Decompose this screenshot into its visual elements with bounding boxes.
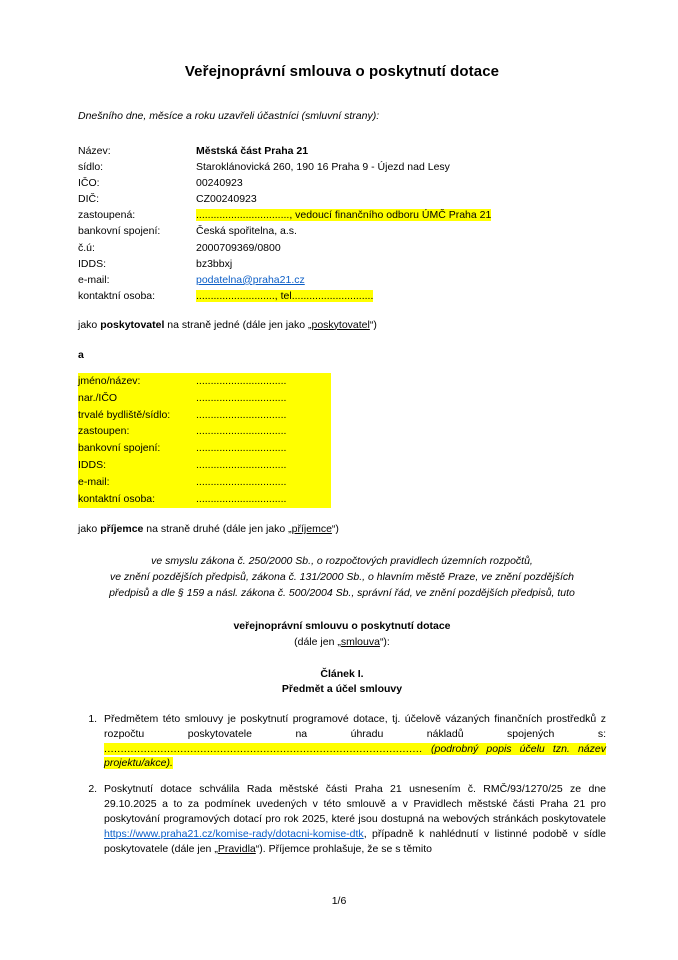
table-row — [78, 373, 331, 390]
row-value: ............................... — [196, 390, 331, 407]
row-label: bankovní spojení: — [78, 225, 161, 238]
article-number: Článek I. — [320, 668, 364, 681]
subheading-term: smlouva — [340, 635, 380, 648]
table-row — [78, 240, 606, 256]
intro-line: Dnešního dne, měsíce a roku uzavřeli účastníci (smluvní strany): — [78, 109, 380, 122]
table-row — [78, 159, 606, 175]
email-link[interactable]: podatelna@praha21.cz — [196, 273, 305, 286]
rules-link[interactable]: https://www.praha21.cz/komise-rady/dotacni-komise-dtk — [104, 828, 364, 841]
note-middle: na straně jedné (dále jen jako „ — [164, 318, 312, 331]
subheading-post: “): — [379, 635, 390, 648]
row-label: č.ú: — [78, 241, 95, 254]
legal-basis-block — [78, 553, 606, 602]
row-label: IDDS: — [78, 457, 196, 474]
row-label: IDDS: — [78, 257, 107, 270]
row-label: zastoupen: — [78, 423, 196, 440]
page-title: Veřejnoprávní smlouva o poskytnutí dotace — [184, 63, 500, 80]
note-suffix: “) — [369, 318, 377, 331]
provider-details-table — [78, 143, 606, 304]
contract-heading: veřejnoprávní smlouvu o poskytnutí dotace — [233, 620, 451, 633]
row-value: ............................... — [196, 407, 331, 424]
row-value: ............................... — [196, 457, 331, 474]
row-value: ............................... — [196, 373, 331, 390]
row-label: IČO: — [78, 177, 100, 190]
table-row — [78, 423, 331, 440]
table-row — [78, 407, 331, 424]
contract-subheading — [78, 635, 606, 649]
row-label: bankovní spojení: — [78, 440, 196, 457]
table-row — [78, 474, 331, 491]
row-value-highlighted — [196, 207, 606, 223]
row-label: sídlo: — [78, 161, 104, 174]
row-value: Městská část Praha 21 — [196, 145, 309, 158]
table-row — [78, 223, 606, 239]
row-value: Staroklánovická 260, 190 16 Praha 9 - Újezd nad Lesy — [196, 161, 450, 174]
row-label: e-mail: — [78, 273, 110, 286]
row-label: DIČ: — [78, 193, 99, 206]
note-middle: na straně druhé (dále jen jako „ — [143, 523, 292, 536]
row-value-email — [196, 272, 606, 288]
row-label: kontaktní osoba: — [78, 491, 196, 508]
note-role-short: příjemce — [291, 523, 332, 536]
legal-basis-line: předpisů a dle § 159 a násl. zákona č. 500/2004 Sb., správní řád, ve znění pozdějších předpisů, tuto — [109, 587, 575, 600]
note-prefix: jako — [78, 523, 101, 536]
item-text: “). Příjemce prohlašuje, že se s těmito — [255, 842, 432, 855]
row-value: Česká spořitelna, a.s. — [196, 225, 297, 238]
row-label: nar./IČO — [78, 390, 196, 407]
row-label: zastoupená: — [78, 209, 136, 222]
highlighted-blank: ................................, vedoucí finančního odboru ÚMČ Praha 21 — [196, 209, 492, 222]
conjunction: a — [78, 349, 84, 362]
item-text: Poskytnutí dotace schválila Rada městské části Praha 21 usnesením č. RMČ/93/1270/25 ze dne 29.10.2025 a to za podmínek uvedených v této smlouvě a v Pravidlech městské části Praha 21 pro poskytování programových dotací pro rok 2025, které jsou dostupná na webových stránkách poskytovatele — [104, 783, 606, 826]
row-value: ............................... — [196, 423, 331, 440]
highlighted-blank: ..........................., tel............................ — [196, 289, 374, 302]
row-label: jméno/název: — [78, 373, 196, 390]
row-label: e-mail: — [78, 474, 196, 491]
provider-role-note — [78, 318, 606, 332]
article-title: Předmět a účel smlouvy — [281, 683, 403, 696]
list-item — [100, 712, 606, 772]
item-highlighted-blank: ................................................................................................ — [104, 742, 431, 755]
legal-basis-line: ve smyslu zákona č. 250/2000 Sb., o rozpočtových pravidlech územních rozpočtů, — [151, 554, 533, 567]
table-row — [78, 440, 331, 457]
table-row — [78, 175, 606, 191]
row-value: ............................... — [196, 491, 331, 508]
table-row — [78, 207, 606, 223]
item-term: Pravidla — [217, 842, 256, 855]
note-role: příjemce — [100, 523, 144, 536]
subheading-pre: (dále jen „ — [294, 635, 341, 648]
table-row — [78, 457, 331, 474]
row-value: ............................... — [196, 474, 331, 491]
row-label: kontaktní osoba: — [78, 289, 156, 302]
article-heading — [78, 667, 606, 697]
note-prefix: jako — [78, 318, 101, 331]
table-row — [78, 256, 606, 272]
note-suffix: “) — [331, 523, 339, 536]
article-items-list — [78, 712, 606, 857]
item-text: , případně k nahlédnutí v listinné podobě v sídle poskytovatele (dále jen „ — [104, 828, 606, 855]
recipient-role-note — [78, 522, 606, 536]
page-number: 1/6 — [331, 894, 347, 907]
table-row — [78, 390, 331, 407]
table-row — [78, 143, 606, 159]
legal-basis-line: ve znění pozdějších předpisů, zákona č. 131/2000 Sb., o hlavním městě Praze, ve znění pozdějších — [109, 570, 575, 583]
row-value-highlighted — [196, 288, 606, 304]
row-value: 2000709369/0800 — [196, 241, 281, 254]
row-label: Název: — [78, 145, 111, 158]
item-text: Předmětem této smlouvy je poskytnutí programové dotace, tj. účelově vázaných finančních prostředků z rozpočtu poskytovatele na úhradu nákladů spojených s: — [104, 712, 606, 740]
table-row — [78, 191, 606, 207]
table-row — [78, 288, 606, 304]
row-value: ............................... — [196, 440, 331, 457]
note-role: poskytovatel — [100, 318, 165, 331]
note-role-short: poskytovatel — [311, 318, 370, 331]
table-row — [78, 491, 331, 508]
row-value: bz3bbxj — [196, 257, 233, 270]
row-value: 00240923 — [196, 177, 243, 190]
recipient-details-table — [78, 373, 331, 508]
row-label: trvalé bydliště/sídlo: — [78, 407, 196, 424]
table-row — [78, 272, 606, 288]
list-item — [100, 782, 606, 857]
row-value: CZ00240923 — [196, 193, 257, 206]
item-highlighted-note: (podrobný popis účelu tzn. název projektu/akce). — [104, 742, 606, 770]
